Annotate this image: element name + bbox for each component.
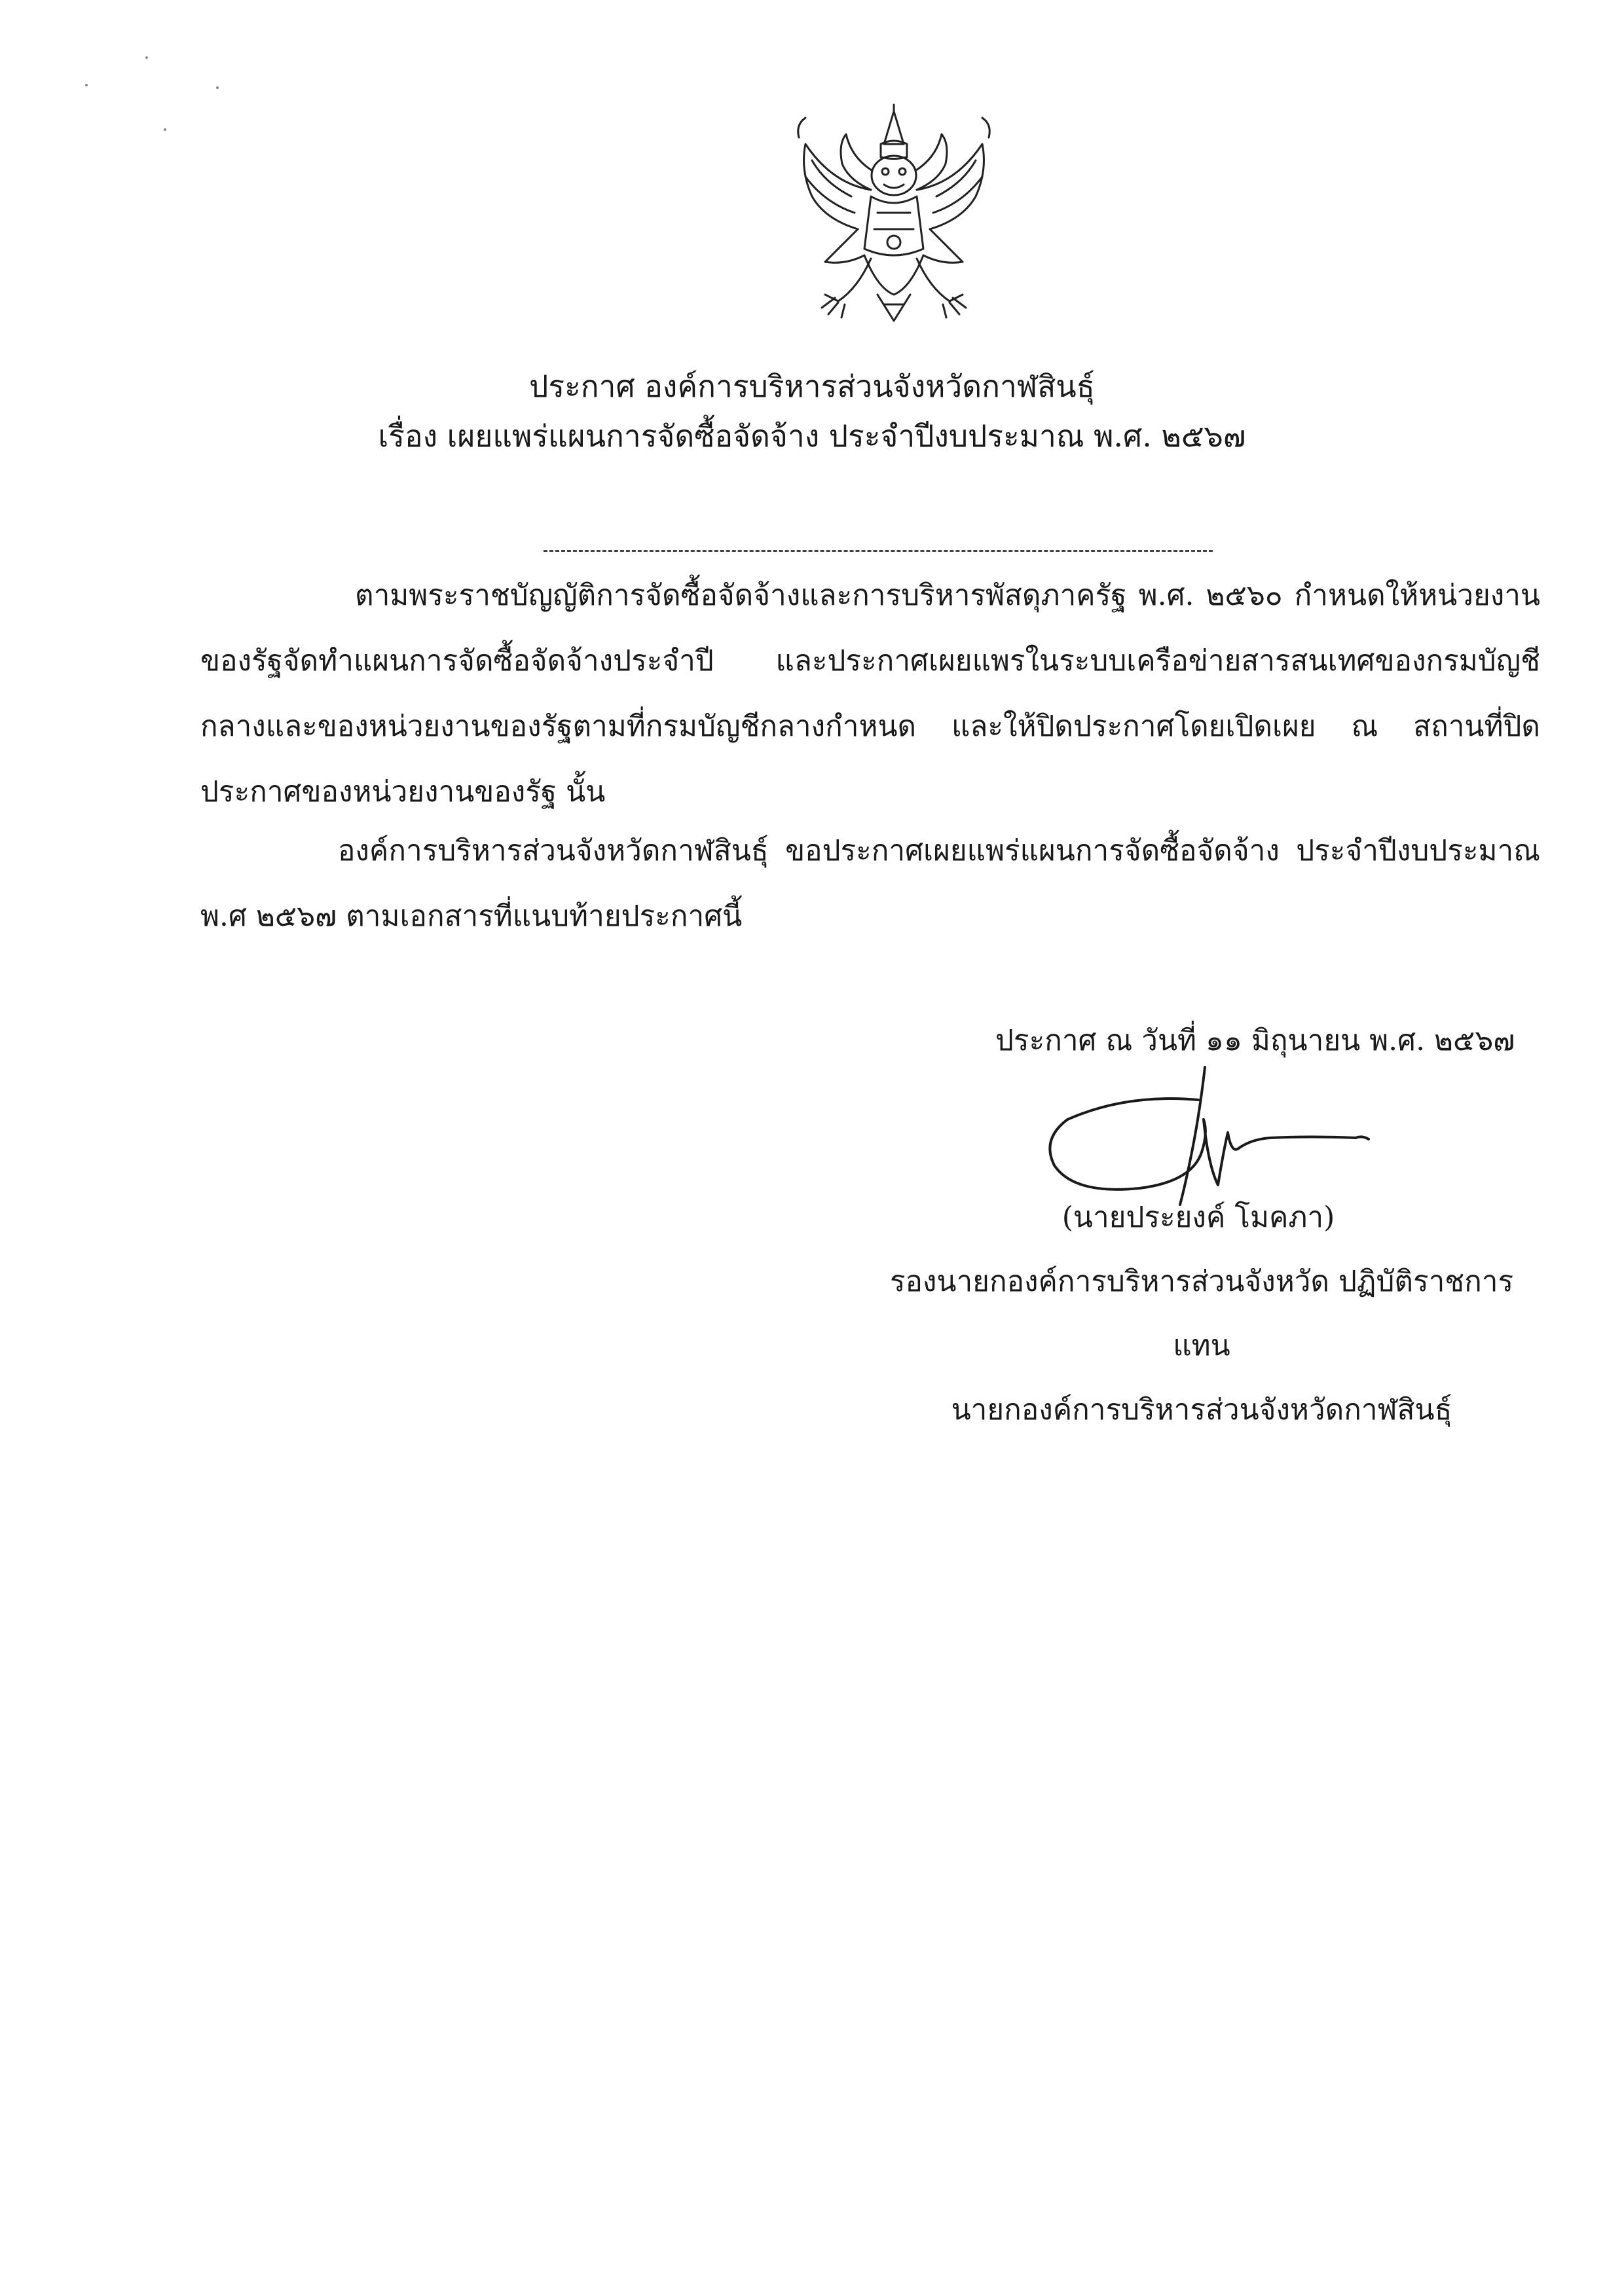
announcement-date: ประกาศ ณ วันที่ ๑๑ มิถุนายน พ.ศ. ๒๕๖๗ [995, 1024, 1515, 1057]
signatory-title: นายกองค์การบริหารส่วนจังหวัดกาฬสินธุ์ [951, 1393, 1452, 1427]
body-paragraph-1: ตามพระราชบัญญัติการจัดซื้อจัดจ้างและการบริหารพัสดุภาครัฐ พ.ศ. ๒๕๖๐ กำหนดให้หน่วยงานของรัฐจัดทำแผนการจัดซื้อจัดจ้างประจำปี และประกาศเผยแพรในระบบเครือข่ายสารสนเทศของกรมบัญชีกลางและของหน่วยงานของรัฐตามที่กรมบัญชีกลางกำหนด และให้ปิดประกาศโดยเปิดเผย ณ สถานที่ปิดประกาศของหน่วยงานของรัฐ นั้น [200, 579, 1540, 809]
signatory-position: รองนายกองค์การบริหารส่วนจังหวัด ปฏิบัติราชการ [889, 1265, 1514, 1298]
body-paragraph-2: องค์การบริหารส่วนจังหวัดกาฬสินธุ์ ขอประกาศเผยแพร่แผนการจัดซื้อจัดจ้าง ประจำปีงบประมาณ พ.ศ ๒๕๖๗ ตามเอกสารที่แนบท้ายประกาศนี้ [200, 834, 1540, 933]
announcement-subject: เรื่อง เผยแพร่แผนการจัดซื้อจัดจ้าง ประจำปีงบประมาณ พ.ศ. ๒๕๖๗ [378, 418, 1246, 454]
dashed-divider [544, 550, 1213, 552]
scan-speck [164, 128, 166, 131]
garuda-emblem-icon [786, 98, 1002, 334]
announcement-title: ประกาศ องค์การบริหารส่วนจังหวัดกาฬสินธุ์ [529, 369, 1095, 404]
scan-speck [85, 84, 88, 86]
signatory-name: (นายประยงค์ โมคภา) [1061, 1201, 1335, 1234]
scan-speck [145, 56, 148, 59]
signatory-on-behalf: แทน [1173, 1329, 1230, 1362]
scan-speck [216, 86, 219, 89]
